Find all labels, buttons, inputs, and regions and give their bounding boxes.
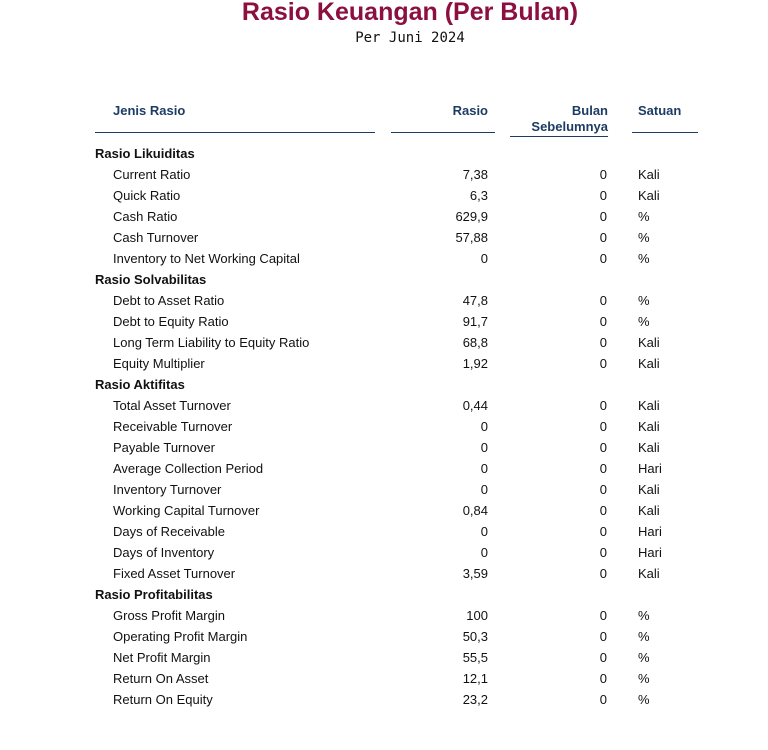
previous-month-value: 0 bbox=[599, 692, 607, 707]
previous-month-value: 0 bbox=[599, 503, 607, 518]
ratio-name: Return On Equity bbox=[113, 692, 213, 707]
page-title: Rasio Keuangan (Per Bulan) bbox=[241, 0, 579, 26]
ratio-name: Net Profit Margin bbox=[113, 650, 211, 665]
ratio-value: 3,59 bbox=[462, 566, 488, 581]
column-header-satuan: Satuan bbox=[638, 103, 682, 118]
previous-month-value: 0 bbox=[599, 314, 607, 329]
ratio-name: Gross Profit Margin bbox=[113, 608, 225, 623]
previous-month-value: 0 bbox=[599, 440, 607, 455]
ratio-name: Equity Multiplier bbox=[113, 356, 205, 371]
section-header bbox=[0, 584, 768, 605]
ratio-name: Current Ratio bbox=[113, 167, 191, 182]
table-row bbox=[0, 626, 768, 647]
table-row bbox=[0, 605, 768, 626]
header-rule-jenis bbox=[95, 132, 375, 133]
ratio-unit: % bbox=[638, 230, 650, 245]
ratio-value: 12,1 bbox=[462, 671, 488, 686]
ratio-value: 0 bbox=[480, 440, 488, 455]
column-header-bulan-line2: Sebelumnya bbox=[531, 119, 608, 134]
previous-month-value: 0 bbox=[599, 230, 607, 245]
ratio-unit: Hari bbox=[638, 461, 662, 476]
table-row bbox=[0, 311, 768, 332]
ratio-value: 0,84 bbox=[462, 503, 488, 518]
previous-month-value: 0 bbox=[599, 419, 607, 434]
ratio-unit: % bbox=[638, 209, 650, 224]
table-row bbox=[0, 332, 768, 353]
ratio-value: 23,2 bbox=[462, 692, 488, 707]
ratio-unit: Kali bbox=[638, 335, 660, 350]
ratio-name: Return On Asset bbox=[113, 671, 209, 686]
table-row bbox=[0, 479, 768, 500]
table-row bbox=[0, 395, 768, 416]
ratio-name: Fixed Asset Turnover bbox=[113, 566, 236, 581]
ratio-name: Working Capital Turnover bbox=[113, 503, 260, 518]
previous-month-value: 0 bbox=[599, 524, 607, 539]
ratio-value: 0 bbox=[480, 545, 488, 560]
ratio-value: 91,7 bbox=[462, 314, 488, 329]
ratio-name: Days of Inventory bbox=[113, 545, 215, 560]
ratio-unit: Hari bbox=[638, 524, 662, 539]
ratio-unit: Kali bbox=[638, 566, 660, 581]
ratio-value: 0 bbox=[480, 251, 488, 266]
column-header-bulan-line1: Bulan bbox=[571, 103, 608, 118]
table-row bbox=[0, 542, 768, 563]
section-title: Rasio Profitabilitas bbox=[95, 587, 213, 602]
table-row bbox=[0, 437, 768, 458]
table-row bbox=[0, 500, 768, 521]
ratio-unit: % bbox=[638, 629, 650, 644]
ratio-name: Average Collection Period bbox=[113, 461, 264, 476]
table-row bbox=[0, 227, 768, 248]
previous-month-value: 0 bbox=[599, 188, 607, 203]
previous-month-value: 0 bbox=[599, 650, 607, 665]
page-subtitle: Per Juni 2024 bbox=[355, 30, 465, 46]
previous-month-value: 0 bbox=[599, 167, 607, 182]
previous-month-value: 0 bbox=[599, 566, 607, 581]
ratio-unit: Kali bbox=[638, 440, 660, 455]
ratio-unit: Hari bbox=[638, 545, 662, 560]
section-header bbox=[0, 143, 768, 164]
previous-month-value: 0 bbox=[599, 335, 607, 350]
previous-month-value: 0 bbox=[599, 398, 607, 413]
ratio-unit: Kali bbox=[638, 167, 660, 182]
ratio-value: 7,38 bbox=[462, 167, 488, 182]
section-header bbox=[0, 374, 768, 395]
ratio-value: 0 bbox=[480, 461, 488, 476]
table-row bbox=[0, 668, 768, 689]
ratio-unit: % bbox=[638, 608, 650, 623]
ratio-unit: % bbox=[638, 692, 650, 707]
previous-month-value: 0 bbox=[599, 608, 607, 623]
section-title: Rasio Likuiditas bbox=[95, 146, 195, 161]
ratio-name: Cash Ratio bbox=[113, 209, 178, 224]
ratio-unit: Kali bbox=[638, 503, 660, 518]
ratio-unit: Kali bbox=[638, 419, 660, 434]
ratio-name: Operating Profit Margin bbox=[113, 629, 248, 644]
ratio-value: 55,5 bbox=[462, 650, 488, 665]
ratio-value: 1,92 bbox=[462, 356, 488, 371]
previous-month-value: 0 bbox=[599, 251, 607, 266]
ratio-unit: Kali bbox=[638, 482, 660, 497]
section-header bbox=[0, 269, 768, 290]
table-row bbox=[0, 458, 768, 479]
section-title: Rasio Solvabilitas bbox=[95, 272, 207, 287]
table-row bbox=[0, 647, 768, 668]
ratio-value: 0 bbox=[480, 419, 488, 434]
ratio-name: Debt to Asset Ratio bbox=[113, 293, 225, 308]
ratio-name: Debt to Equity Ratio bbox=[113, 314, 229, 329]
ratio-unit: Kali bbox=[638, 398, 660, 413]
ratio-value: 47,8 bbox=[462, 293, 488, 308]
ratio-unit: % bbox=[638, 671, 650, 686]
table-row bbox=[0, 521, 768, 542]
ratio-unit: % bbox=[638, 314, 650, 329]
section-title: Rasio Aktifitas bbox=[95, 377, 185, 392]
ratio-unit: Kali bbox=[638, 188, 660, 203]
ratio-value: 57,88 bbox=[455, 230, 488, 245]
table-row bbox=[0, 353, 768, 374]
previous-month-value: 0 bbox=[599, 209, 607, 224]
ratio-table bbox=[0, 143, 768, 710]
table-row bbox=[0, 290, 768, 311]
ratio-unit: % bbox=[638, 650, 650, 665]
header-rule-satuan bbox=[632, 132, 698, 133]
ratio-name: Inventory Turnover bbox=[113, 482, 222, 497]
column-header-jenis-rasio: Jenis Rasio bbox=[113, 103, 186, 118]
ratio-value: 0,44 bbox=[462, 398, 488, 413]
ratio-name: Payable Turnover bbox=[113, 440, 215, 455]
table-row bbox=[0, 416, 768, 437]
previous-month-value: 0 bbox=[599, 545, 607, 560]
ratio-value: 0 bbox=[480, 482, 488, 497]
previous-month-value: 0 bbox=[599, 482, 607, 497]
header-rule-rasio bbox=[391, 132, 495, 133]
ratio-unit: % bbox=[638, 293, 650, 308]
table-row bbox=[0, 164, 768, 185]
ratio-name: Long Term Liability to Equity Ratio bbox=[113, 335, 310, 350]
table-row bbox=[0, 563, 768, 584]
ratio-value: 68,8 bbox=[462, 335, 488, 350]
previous-month-value: 0 bbox=[599, 671, 607, 686]
previous-month-value: 0 bbox=[599, 356, 607, 371]
table-row bbox=[0, 185, 768, 206]
previous-month-value: 0 bbox=[599, 293, 607, 308]
column-header-rasio: Rasio bbox=[452, 103, 488, 118]
ratio-name: Receivable Turnover bbox=[113, 419, 233, 434]
ratio-name: Cash Turnover bbox=[113, 230, 199, 245]
table-row bbox=[0, 689, 768, 710]
previous-month-value: 0 bbox=[599, 629, 607, 644]
ratio-name: Days of Receivable bbox=[113, 524, 225, 539]
ratio-value: 50,3 bbox=[462, 629, 488, 644]
ratio-name: Inventory to Net Working Capital bbox=[113, 251, 300, 266]
ratio-name: Quick Ratio bbox=[113, 188, 181, 203]
ratio-value: 0 bbox=[480, 524, 488, 539]
ratio-value: 100 bbox=[466, 608, 488, 623]
ratio-name: Total Asset Turnover bbox=[113, 398, 231, 413]
ratio-unit: % bbox=[638, 251, 650, 266]
table-row bbox=[0, 248, 768, 269]
ratio-value: 629,9 bbox=[455, 209, 488, 224]
ratio-value: 6,3 bbox=[469, 188, 488, 203]
ratio-unit: Kali bbox=[638, 356, 660, 371]
column-header-bulan-sebelumnya bbox=[510, 103, 608, 137]
table-row bbox=[0, 206, 768, 227]
previous-month-value: 0 bbox=[599, 461, 607, 476]
